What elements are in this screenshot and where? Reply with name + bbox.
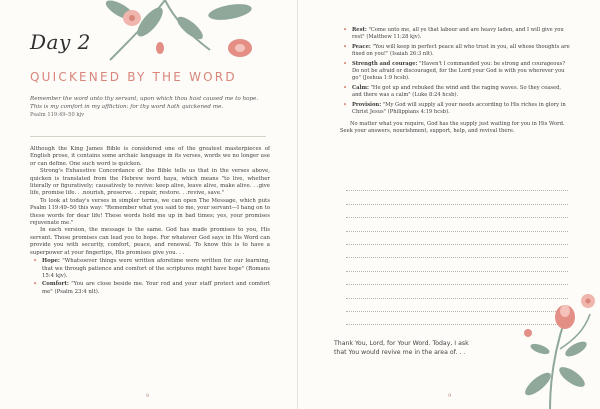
bullet-icon: • xyxy=(33,257,38,266)
list-item xyxy=(30,281,270,296)
right-body-text xyxy=(340,26,572,140)
bullet-term: Calm: xyxy=(352,85,369,92)
right-page xyxy=(298,0,600,409)
left-page xyxy=(0,0,298,409)
bullet-term: Peace: xyxy=(352,44,371,50)
paragraph: Although the King James Bible is considered one of the greatest masterpieces of English prose, it contains some archaic language in its verses, words we no longer use or can define. One such word is quicken. xyxy=(30,146,270,167)
list-item xyxy=(340,27,572,41)
bullet-icon: • xyxy=(343,60,348,68)
bullet-text: "You are close beside me. Your rod and your staff protect and comfort me" (Psalm 23:4 nlt). xyxy=(42,281,271,295)
bullet-term: Comfort: xyxy=(42,281,69,288)
bullet-icon: • xyxy=(343,26,348,34)
paragraph: To look at today's verses in simpler terms, we can open The Message, which puts Psalm 119:49–50 this way: "Remember what you said to me, your servant—I hang on to these words for dear life! These words hold me up in bad times; yes, your promises rejuvenate me." xyxy=(30,197,270,227)
bullet-text: "He got up and rebuked the wind and the raging waves. So they ceased, and there was a calm" (Luke 8:24 hcsb). xyxy=(352,85,562,99)
list-item xyxy=(340,85,572,99)
bullet-icon: • xyxy=(343,43,348,51)
bullet-text: "Whatsoever things were written aforetime were written for our learning, that we through patience and comfort of the scriptures might have hope" (Romans 15:4 kjv). xyxy=(42,258,271,279)
journal-line[interactable] xyxy=(346,205,568,218)
list-item xyxy=(340,102,572,116)
floral-decoration-bottom-right xyxy=(510,289,600,409)
bullet-term: Hope: xyxy=(42,258,60,265)
epigraph-reference: Psalm 119:49–50 kjv xyxy=(30,112,85,118)
bullet-icon: • xyxy=(343,84,348,93)
journal-line[interactable] xyxy=(346,258,568,271)
epigraph-text: Remember the word unto thy servant, upon which thou hast caused me to hope. This is my comfort in my affliction: for thy word hath quickened me. xyxy=(30,96,259,110)
bullet-text: "Haven't I commanded you: be strong and courageous? Do not be afraid or discouraged, for the Lord your God is with you wherever you go" (Joshua 1:9 hcsb). xyxy=(352,61,566,82)
bullet-term: Strength and courage: xyxy=(352,61,418,67)
paragraph: In each version, the message is the same. God has made promises to you, His servant. Those promises can lead you to hope. For whatever God says in His Word can provide you with security, comfort, peace, and renewal. To know this is to have a superpower at your fingertips, His promises give you. . . xyxy=(30,227,270,256)
bullet-text: "Come unto me, all ye that labour and are heavy laden, and I will give you rest" (Matthew 11:28 kjv). xyxy=(352,27,564,41)
journal-line[interactable] xyxy=(346,191,568,204)
bullet-term: Provision: xyxy=(352,102,382,109)
paragraph: Strong's Exhaustive Concordance of the Bible tells us that in the verses above, quicken is translated from the Hebrew word haya, which means "to live, whether literally or figuratively; causatively to revive: keep alive, leave alive, make alive. . .give life, promise life. . .nourish, preserve. . .repair, restore. . .revive, save." xyxy=(30,168,270,197)
list-item xyxy=(340,44,572,58)
journal-line[interactable] xyxy=(346,178,568,191)
page-number: 9 xyxy=(448,393,452,399)
prayer-prompt: Thank You, Lord, for Your Word. Today, I ask that You would revive me in the area of. . . xyxy=(334,340,469,356)
journal-line[interactable] xyxy=(346,272,568,285)
journal-line[interactable] xyxy=(346,232,568,245)
journal-line[interactable] xyxy=(346,218,568,231)
bullet-icon: • xyxy=(343,101,348,110)
list-item xyxy=(340,61,572,83)
bullet-icon: • xyxy=(33,280,38,289)
floral-decoration-top-left xyxy=(90,0,270,70)
body-text xyxy=(30,146,270,296)
day-label: Day 2 xyxy=(30,30,91,54)
journal-line[interactable] xyxy=(346,245,568,258)
bullet-text: "You will keep in perfect peace all who trust in you, all whose thoughts are fixed on you!" (Isaiah 26:3 nlt). xyxy=(352,44,570,58)
bullet-term: Rest: xyxy=(352,27,367,33)
divider xyxy=(30,136,266,137)
page-number: 8 xyxy=(146,393,150,399)
page-title: QUICKENED BY THE WORD xyxy=(30,70,237,84)
epigraph xyxy=(30,95,270,119)
bullet-text: "My God will supply all your needs according to His riches in glory in Christ Jesus" (Philippians 4:19 hcsb). xyxy=(352,102,566,116)
list-item xyxy=(30,258,270,280)
closing-paragraph: No matter what you require, God has the supply just waiting for you in His Word. Seek your answers, nourishment, support, help, and revival there. xyxy=(340,120,565,134)
